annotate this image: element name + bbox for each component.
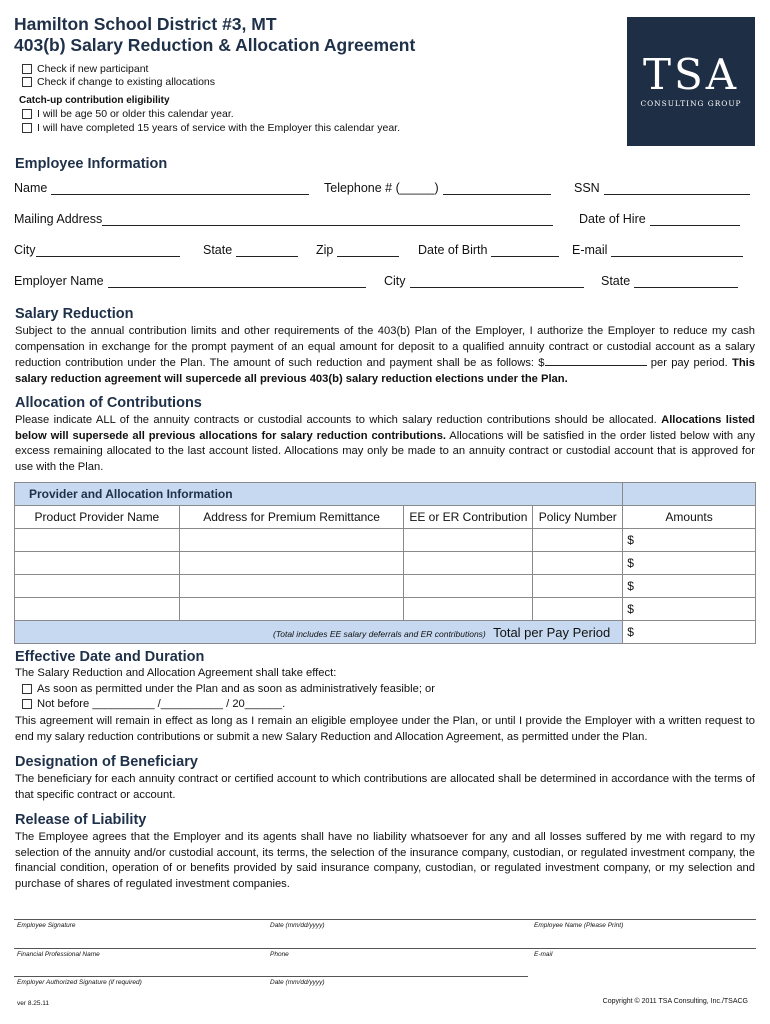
telephone-label: Telephone # (_____): [324, 181, 439, 195]
telephone-field[interactable]: [324, 181, 551, 195]
table-title: Provider and Allocation Information: [15, 483, 623, 506]
signature-line-1[interactable]: [14, 919, 756, 920]
financial-professional-label: Financial Professional Name: [17, 951, 100, 958]
provider-cell[interactable]: [15, 529, 180, 552]
contribution-cell[interactable]: [404, 529, 533, 552]
state-input[interactable]: [236, 244, 298, 257]
employer-state-field[interactable]: [601, 274, 738, 288]
change-allocations-row[interactable]: [22, 76, 215, 88]
effective-heading: Effective Date and Duration: [15, 649, 205, 665]
amount-cell[interactable]: [623, 552, 756, 575]
total-label: Total per Pay Period: [493, 624, 611, 640]
employer-field[interactable]: [14, 274, 366, 288]
allocation-body-2: Allocations will be satisfied in the order listed below with any excess remaining allocated to the last account listed. Allocations may only be made to an annuity contract or custodial account that is approved for use with the Plan.: [15, 429, 755, 473]
not-before-checkbox[interactable]: [22, 699, 32, 709]
beneficiary-text: The beneficiary for each annuity contract or certified account to which contributions are allocated shall be determined in accordance with the terms of that specific contract or account.: [15, 773, 755, 801]
total-label-cell: [15, 621, 623, 644]
hire-input[interactable]: [650, 213, 740, 226]
dollar-sign: $: [627, 533, 634, 547]
contribution-cell[interactable]: [404, 598, 533, 621]
table-header-row: [15, 506, 756, 529]
city-field[interactable]: [14, 243, 180, 257]
email-input[interactable]: [611, 244, 743, 257]
provider-allocation-table: [14, 482, 756, 644]
salary-text: [15, 324, 755, 387]
total-amount-cell[interactable]: [623, 621, 756, 644]
logo-subtext: CONSULTING GROUP: [640, 99, 742, 108]
hire-label: Date of Hire: [579, 212, 646, 226]
mailing-field[interactable]: [14, 212, 553, 226]
salary-body: Subject to the annual contribution limits and other requirements of the 403(b) Plan of the Employer, I authorize the Employer to reduce my cash compensation in exchange for the prompt payment of an equal amount for deposit to a qualified annuity contract or custodial account as a salary reduction contribution under the Plan. The amount of such reduction and payment shall be as follows: $: [15, 325, 755, 369]
amount-cell[interactable]: [623, 529, 756, 552]
signature-line-2[interactable]: [14, 948, 756, 949]
catchup-50-row[interactable]: [22, 108, 234, 120]
date-label-1: Date (mm/dd/yyyy): [270, 922, 325, 929]
provider-cell[interactable]: [15, 552, 180, 575]
policy-cell[interactable]: [533, 552, 623, 575]
zip-label: Zip: [316, 243, 334, 257]
tsa-logo: [627, 17, 755, 146]
phone-label: Phone: [270, 951, 289, 958]
zip-input[interactable]: [337, 244, 399, 257]
new-participant-checkbox[interactable]: [22, 64, 32, 74]
city-label: City: [14, 243, 36, 257]
form-subtitle: 403(b) Salary Reduction & Allocation Agreement: [14, 35, 416, 55]
state-field[interactable]: [203, 243, 298, 257]
col-amounts: Amounts: [623, 506, 756, 529]
change-allocations-label: Check if change to existing allocations: [37, 76, 216, 88]
col-provider: Product Provider Name: [15, 506, 180, 529]
employer-city-field[interactable]: [384, 274, 584, 288]
name-label: Name: [14, 181, 48, 195]
employee-info-heading: Employee Information: [15, 156, 168, 172]
col-address: Address for Premium Remittance: [179, 506, 404, 529]
email-label: E-mail: [572, 243, 608, 257]
beneficiary-heading: Designation of Beneficiary: [15, 754, 198, 770]
employer-state-label: State: [601, 274, 631, 288]
ssn-label: SSN: [574, 181, 600, 195]
table-row[interactable]: [15, 598, 756, 621]
amount-cell[interactable]: [623, 598, 756, 621]
policy-cell[interactable]: [533, 598, 623, 621]
amount-cell[interactable]: [623, 575, 756, 598]
address-cell[interactable]: [179, 598, 404, 621]
version-label: ver 8.25.11: [17, 1000, 50, 1007]
employee-signature-label: Employee Signature: [17, 922, 76, 929]
signature-line-3[interactable]: [14, 976, 528, 977]
email-sig-label: E-mail: [534, 951, 553, 958]
catchup-50-label: I will be age 50 or older this calendar year.: [37, 108, 234, 120]
name-field[interactable]: [14, 181, 309, 195]
logo-text: TSA: [642, 50, 740, 99]
employer-state-input[interactable]: [634, 275, 738, 288]
mailing-input[interactable]: [102, 213, 553, 226]
catchup-50-checkbox[interactable]: [22, 109, 32, 119]
catchup-15-row[interactable]: [22, 122, 400, 134]
employer-city-label: City: [384, 274, 406, 288]
effective-intro: The Salary Reduction and Allocation Agreement shall take effect:: [15, 667, 337, 679]
address-cell[interactable]: [179, 552, 404, 575]
contribution-cell[interactable]: [404, 552, 533, 575]
policy-cell[interactable]: [533, 529, 623, 552]
col-policy: Policy Number: [533, 506, 623, 529]
employer-label: Employer Name: [14, 274, 104, 288]
dob-field[interactable]: [418, 243, 559, 257]
ssn-field[interactable]: [574, 181, 750, 195]
form-title: Hamilton School District #3, MT: [14, 14, 277, 34]
liability-heading: Release of Liability: [15, 812, 147, 828]
address-cell[interactable]: [179, 529, 404, 552]
ssn-input[interactable]: [604, 182, 750, 195]
date-label-2: Date (mm/dd/yyyy): [270, 979, 325, 986]
asap-checkbox[interactable]: [22, 684, 32, 694]
allocation-bold-note: Allocations listed below will supersede all previous allocations for salary reduction contributions.: [15, 414, 755, 442]
catchup-heading: Catch-up contribution eligibility: [19, 95, 170, 106]
allocation-body-1: Please indicate ALL of the annuity contracts or custodial accounts to which salary reduction contributions should be allocated.: [15, 414, 662, 426]
change-allocations-checkbox[interactable]: [22, 77, 32, 87]
state-label: State: [203, 243, 233, 257]
employee-name-label: Employee Name (Please Print): [534, 922, 624, 929]
catchup-15-label: I will have completed 15 years of service with the Employer this calendar year.: [37, 122, 401, 134]
asap-label: As soon as permitted under the Plan and as soon as administratively feasible; or: [37, 683, 435, 695]
new-participant-label: Check if new participant: [37, 63, 149, 75]
dob-label: Date of Birth: [418, 243, 488, 257]
table-row[interactable]: [15, 529, 756, 552]
dollar-sign: $: [627, 579, 634, 593]
liability-text: The Employee agrees that the Employer and its agents shall have no liability whatsoever for any and all losses suffered by me with regard to my selection of the annuity and/or custodial account, its terms, the selection of the insurance company, custodian, or regulated investment company, the financial condition, operation of or benefits provided by said insurance company, custodian, or regulated investment company, or my selection and purchase of shares of regulated investment companies.: [15, 831, 755, 890]
copyright-label: Copyright © 2011 TSA Consulting, Inc./TSACG: [602, 998, 748, 1005]
employer-input[interactable]: [108, 275, 366, 288]
mailing-label: Mailing Address: [14, 212, 103, 226]
address-cell[interactable]: [179, 575, 404, 598]
employer-signature-label: Employer Authorized Signature (if required): [17, 979, 142, 986]
total-note: (Total includes EE salary deferrals and ER contributions): [273, 628, 486, 639]
effective-option-1[interactable]: [22, 683, 435, 695]
email-field[interactable]: [572, 243, 743, 257]
zip-field[interactable]: [316, 243, 399, 257]
policy-cell[interactable]: [533, 575, 623, 598]
salary-per-period: per pay period.: [646, 357, 728, 369]
dollar-sign: $: [627, 556, 634, 570]
contribution-cell[interactable]: [404, 575, 533, 598]
employer-city-input[interactable]: [410, 275, 584, 288]
table-row[interactable]: [15, 552, 756, 575]
catchup-15-checkbox[interactable]: [22, 123, 32, 133]
salary-heading: Salary Reduction: [15, 306, 134, 322]
dob-input[interactable]: [491, 244, 559, 257]
table-row[interactable]: [15, 575, 756, 598]
new-participant-row[interactable]: [22, 63, 148, 75]
table-title-spacer: [623, 483, 756, 506]
name-input[interactable]: [51, 182, 309, 195]
salary-bold-note: This salary reduction agreement will supercede all previous 403(b) salary reduction elections under the Plan.: [15, 357, 755, 385]
table-title-row: [15, 483, 756, 506]
telephone-input[interactable]: [443, 182, 551, 195]
hire-field[interactable]: [579, 212, 740, 226]
effective-text: This agreement will remain in effect as long as I remain an eligible employee under the Plan, or until I provide the Employer with a written request to end my salary reduction contributions or submit a new Salary Reduction and Allocation Agreement, as permitted under the Plan.: [15, 715, 755, 743]
allocation-heading: Allocation of Contributions: [15, 395, 202, 411]
col-contribution: EE or ER Contribution: [404, 506, 533, 529]
total-row: [15, 621, 756, 644]
city-input[interactable]: [36, 244, 180, 257]
provider-cell[interactable]: [15, 575, 180, 598]
dollar-sign: $: [627, 602, 634, 616]
provider-cell[interactable]: [15, 598, 180, 621]
salary-amount-input[interactable]: [545, 355, 647, 366]
effective-option-2[interactable]: [22, 698, 285, 710]
allocation-text: [15, 413, 755, 475]
dollar-sign: $: [627, 625, 634, 639]
not-before-label: Not before __________ /__________ / 20______.: [37, 698, 286, 710]
